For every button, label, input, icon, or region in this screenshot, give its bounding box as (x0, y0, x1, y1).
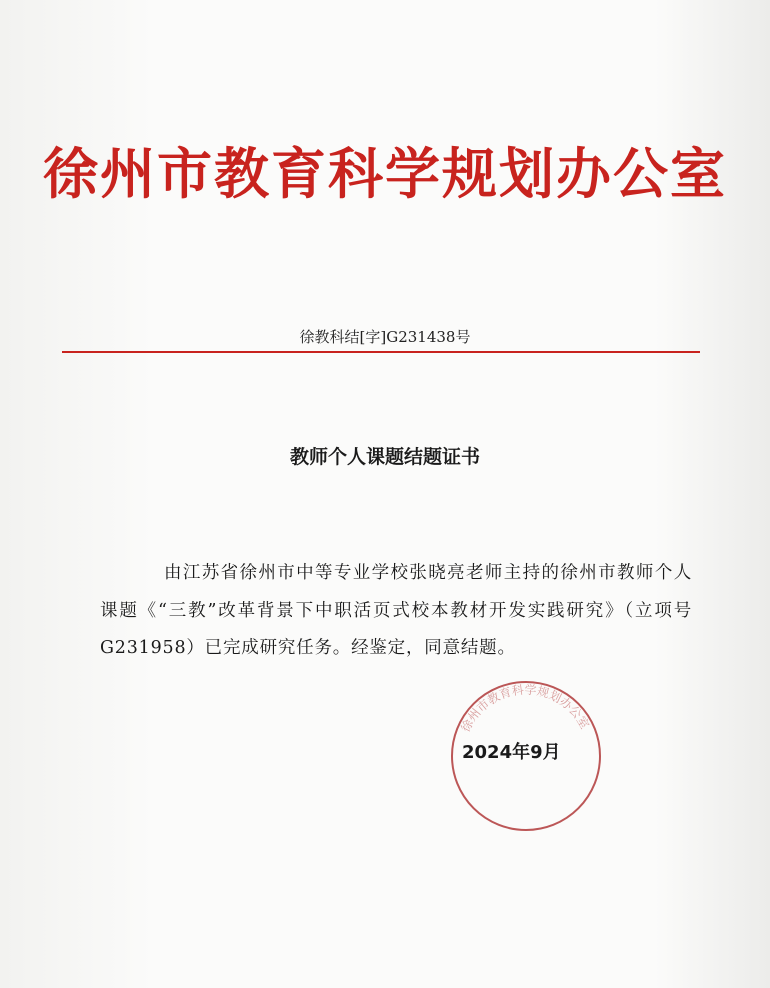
document-number: 徐教科结[字]G231438号 (299, 328, 471, 346)
issuer-title: 徐州市教育科学规划办公室 (42, 141, 727, 206)
svg-text:徐州市教育科学规划办公室: 徐州市教育科学规划办公室 (458, 683, 592, 735)
certificate-heading: 教师个人课题结题证书 (289, 446, 480, 468)
certificate-body: 由江苏省徐州市中等专业学校张晓亮老师主持的徐州市教师个人课题《“三教”改革背景下中职活页式校本教材开发实践研究》（立项号G231958）已完成研究任务。经鉴定，同意结题。 (100, 563, 692, 658)
header-divider (62, 351, 700, 353)
issue-date: 2024年9月 (462, 742, 561, 763)
